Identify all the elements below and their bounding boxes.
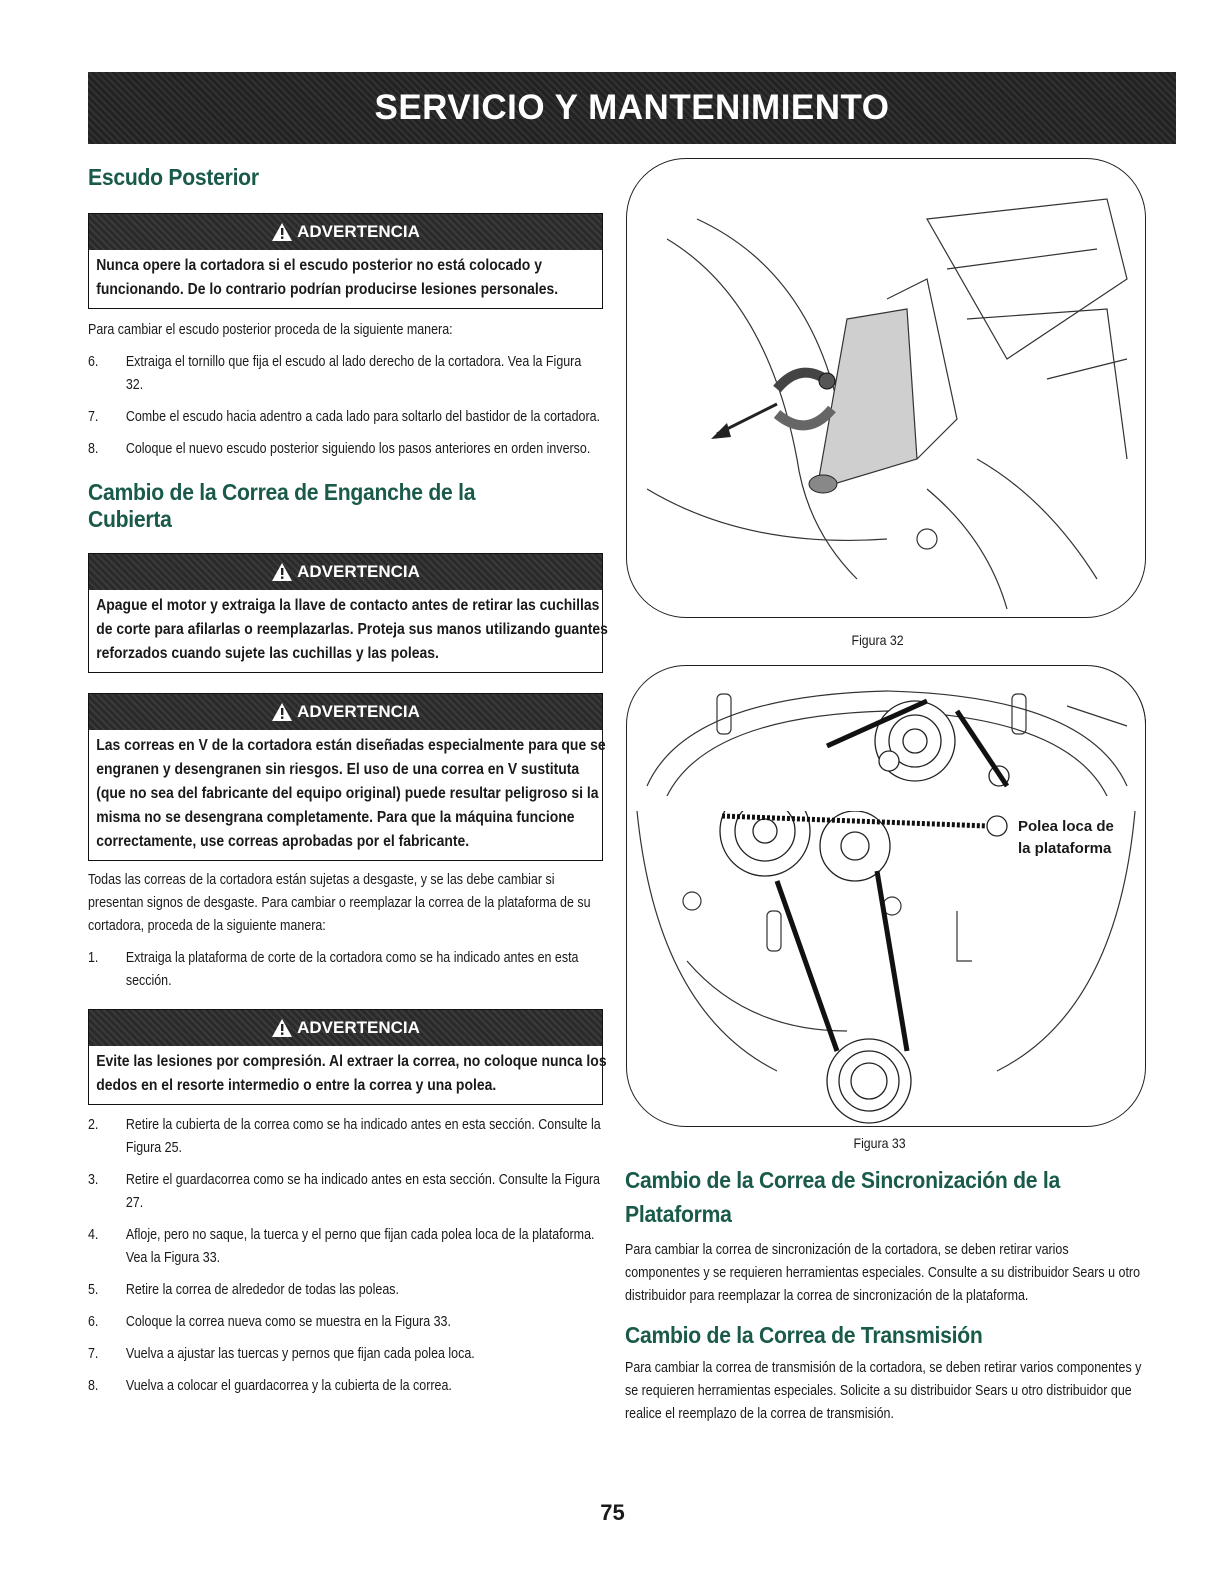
warning-triangle-icon [271,562,293,582]
list-item: 8. Coloque el nuevo escudo posterior siguiendo los pasos anteriores en orden inverso. [88,441,591,457]
section-banner: SERVICIO Y MANTENIMIENTO [88,72,1176,144]
timing-belt-title-line1: Cambio de la Correa de Sincronización de la [625,1167,1060,1193]
list-item: 6. Extraiga el tornillo que fija el escudo al lado derecho de la cortadora. Vea la Figura 32. [88,354,582,393]
warning-label: ADVERTENCIA [297,562,420,581]
warning-text: Nunca opere la cortadora si el escudo posterior no está colocado y funcionando. De lo contrario podrían producirse lesiones personales. [96,257,559,298]
warning-label: ADVERTENCIA [297,1018,420,1037]
list-item: 8. Vuelva a colocar el guardacorrea y la cubierta de la correa. [88,1378,452,1394]
warning-label: ADVERTENCIA [297,222,420,241]
warning-triangle-icon [271,702,293,722]
timing-belt-heading [625,1163,1103,1231]
warning-text: Apague el motor y extraiga la llave de contacto antes de retirar las cuchillas de corte para afilarlas o reemplazarlas. Proteja sus manos utilizando guantes reforzados cuando sujete las cuchillas y las poleas. [96,597,608,662]
deck-belt-heading: Cambio de la Correa de Enganche de la Cubierta [88,479,476,532]
rear-shield-steps [88,351,603,461]
figure-32-illustration [626,158,1146,618]
deck-belt-step-1 [88,947,603,993]
list-item: 7. Combe el escudo hacia adentro a cada lado para soltarlo del bastidor de la cortadora. [88,409,601,425]
list-item: 3. Retire el guardacorrea como se ha indicado antes en esta sección. Consulte la Figura 27. [88,1172,600,1211]
warning-header [89,214,602,250]
page-number: 75 [600,1500,625,1525]
rear-shield-drawing [627,159,1145,617]
warning-box-4 [88,1009,607,1105]
warning-box-2 [88,553,608,673]
list-item: 5. Retire la correa de alrededor de todas las poleas. [88,1282,399,1298]
rear-shield-heading: Escudo Posterior [88,164,259,190]
list-item: 1. Extraiga la plataforma de corte de la cortadora como se ha indicado antes en esta sección. [88,950,579,989]
list-item: 6. Coloque la correa nueva como se muestra en la Figura 33. [88,1314,451,1330]
warning-box-3 [88,693,606,861]
figure-33-bordered [626,665,1146,1127]
warning-triangle-icon [271,1018,293,1038]
drive-belt-heading: Cambio de la Correa de Transmisión [625,1322,983,1348]
warning-triangle-icon [271,222,293,242]
timing-belt-title-line2: Plataforma [625,1201,732,1227]
list-item: 4. Afloje, pero no saque, la tuerca y el perno que fijan cada polea loca de la plataforma. Vea la Figura 33. [88,1227,595,1266]
warning-box-1 [88,213,603,309]
figure-32-caption: Figura 32 [851,632,904,648]
drive-belt-text: Para cambiar la correa de transmisión de la cortadora, se deben retirar varios componentes y se requieren herramientas especiales. Solicite a su distribuidor Sears u otro distribuidor que realice el reemplazo de la correa de transmisión. [625,1360,1142,1422]
warning-header [89,554,602,590]
warning-header [89,1010,602,1046]
deck-belt-intro: Todas las correas de la cortadora están sujetas a desgaste, y se las debe cambiar si presentan signos de desgaste. Para cambiar o reemplazar la correa de la plataforma de su cortadora, proceda de la siguiente manera: [88,872,591,934]
timing-belt-text: Para cambiar la correa de sincronización de la cortadora, se deben retirar varios componentes y se requieren herramientas especiales. Consulte a su distribuidor Sears u otro distribuidor para reemplazar la correa de sincronización de la plataforma. [625,1242,1141,1304]
figure-33-caption: Figura 33 [853,1135,906,1151]
list-item: 2. Retire la cubierta de la correa como se ha indicado antes en esta sección. Consulte la Figura 25. [88,1117,601,1156]
warning-header [89,694,602,730]
right-column [625,1163,1145,1426]
idler-pulley-label: Polea loca de la plataforma [1018,818,1114,857]
deck-belt-steps [88,1114,603,1398]
warning-label: ADVERTENCIA [297,702,420,721]
rear-shield-intro: Para cambiar el escudo posterior proceda de la siguiente manera: [88,322,453,338]
list-item: 7. Vuelva a ajustar las tuercas y pernos que fijan cada polea loca. [88,1346,475,1362]
warning-text: Evite las lesiones por compresión. Al extraer la correa, no coloque nunca los dedos en el resorte intermedio o entre la correa y una polea. [96,1053,607,1094]
warning-text: Las correas en V de la cortadora están diseñadas especialmente para que se engranen y desengranen sin riesgos. El uso de una correa en V sustituta (que no sea del fabricante del equipo original) puede resultar peligroso si la misma no se desengrana completamente. Para que la máquina funcione correctamente, use correas aprobadas por el fabricante. [96,737,606,850]
deck-belt-drawing [627,666,1145,806]
left-column [88,158,608,1398]
